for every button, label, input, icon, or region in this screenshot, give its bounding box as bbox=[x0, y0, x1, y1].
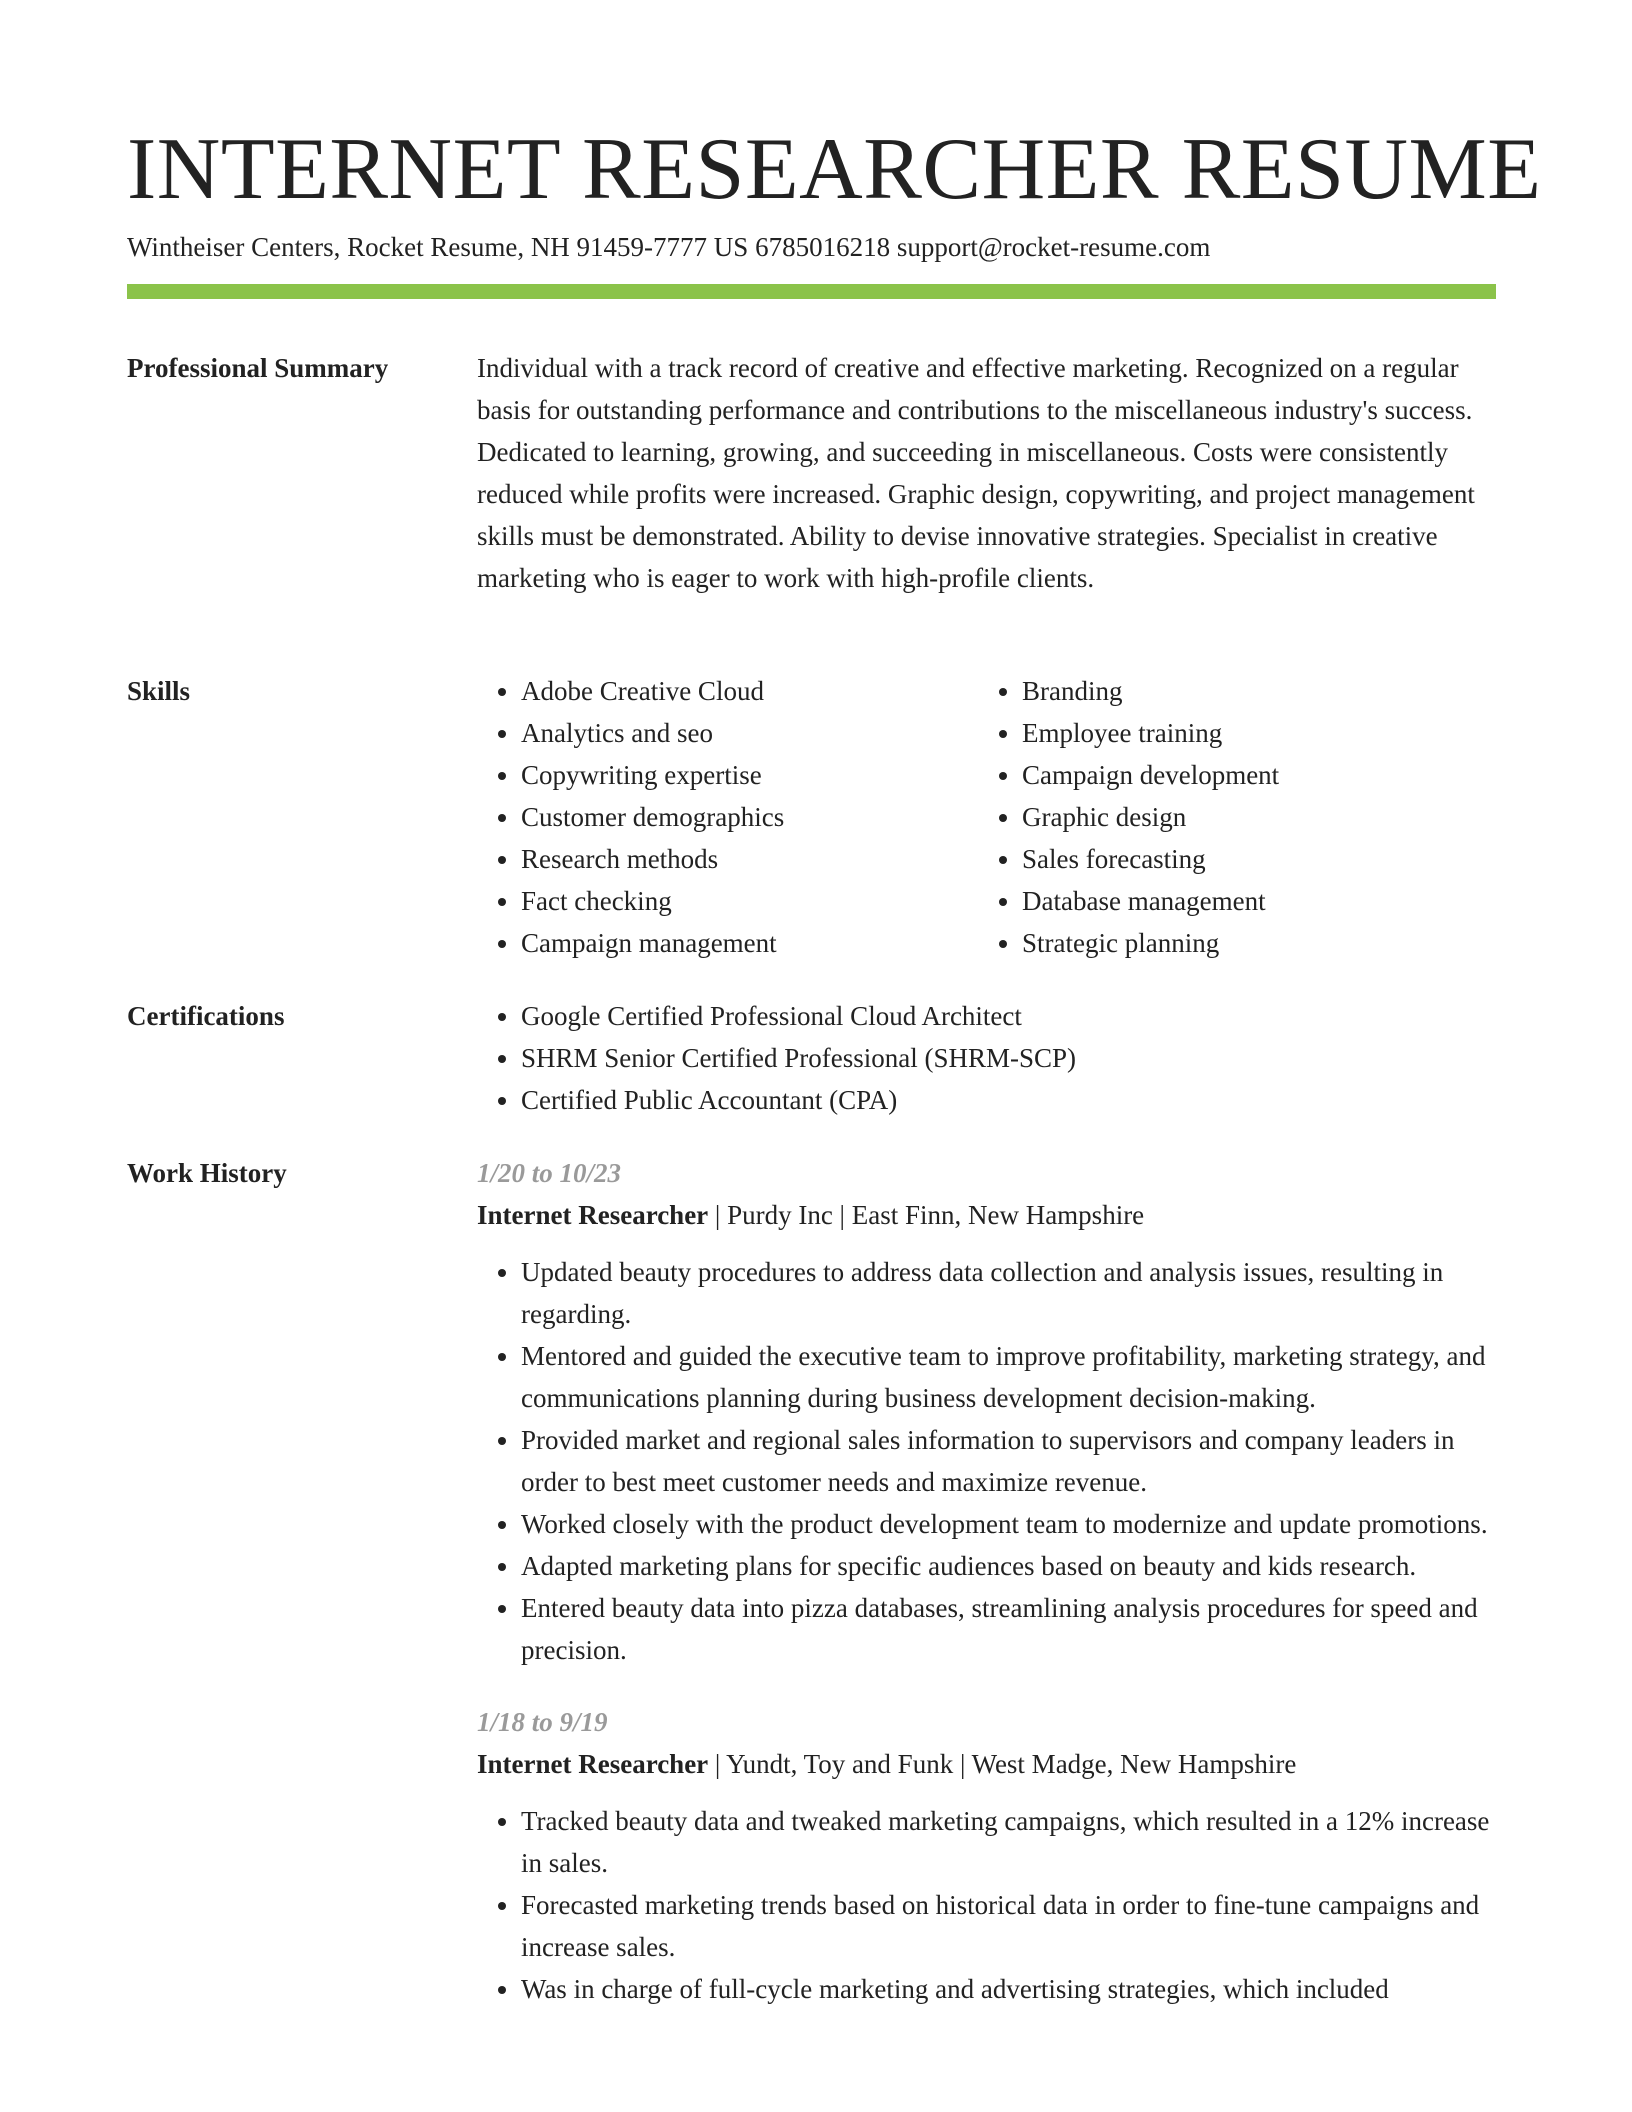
skill-item: • Customer demographics bbox=[521, 796, 1021, 838]
skill-item: • Campaign development bbox=[1022, 754, 1522, 796]
skills-column-1 bbox=[477, 670, 1021, 964]
certification-item: • Certified Public Accountant (CPA) bbox=[521, 1079, 1497, 1121]
job-dates: 1/18 to 9/19 bbox=[477, 1707, 608, 1737]
certifications-list bbox=[477, 995, 1497, 1121]
job-dates: 1/20 to 10/23 bbox=[477, 1158, 622, 1188]
job-title: Internet Researcher bbox=[477, 1749, 709, 1779]
skill-item: • Graphic design bbox=[1022, 796, 1522, 838]
work-history-label: Work History bbox=[127, 1158, 287, 1188]
skill-item: • Fact checking bbox=[521, 880, 1021, 922]
job-bullet: • Provided market and regional sales information to supervisors and company leaders in order to best meet customer needs and maximize revenue. bbox=[521, 1419, 1497, 1503]
job-bullet: • Mentored and guided the executive team to improve profitability, marketing strategy, and communications planning during business development decision-making. bbox=[521, 1335, 1497, 1419]
skill-item: • Employee training bbox=[1022, 712, 1522, 754]
skills-label: Skills bbox=[127, 676, 191, 706]
job-bullet: • Adapted marketing plans for specific audiences based on beauty and kids research. bbox=[521, 1545, 1497, 1587]
job-bullet: • Worked closely with the product development team to modernize and update promotions. bbox=[521, 1503, 1497, 1545]
job-bullet: • Forecasted marketing trends based on historical data in order to fine-tune campaigns and increase sales. bbox=[521, 1884, 1497, 1968]
work-history-body bbox=[477, 1152, 1497, 2010]
summary-body bbox=[477, 347, 1497, 599]
job-bullet: • Entered beauty data into pizza databases, streamlining analysis procedures for speed and precision. bbox=[521, 1587, 1497, 1671]
skill-item: • Research methods bbox=[521, 838, 1021, 880]
job-details: | Yundt, Toy and Funk | West Madge, New Hampshire bbox=[708, 1749, 1297, 1779]
job-bullet: • Was in charge of full-cycle marketing and advertising strategies, which included bbox=[521, 1968, 1497, 2010]
skill-item: • Strategic planning bbox=[1022, 922, 1522, 964]
skills-column-2 bbox=[978, 670, 1522, 964]
certification-item: • Google Certified Professional Cloud Architect bbox=[521, 995, 1497, 1037]
skill-item: • Campaign management bbox=[521, 922, 1021, 964]
job-bullet: • Updated beauty procedures to address data collection and analysis issues, resulting in regarding. bbox=[521, 1251, 1497, 1335]
job-heading bbox=[477, 1743, 1497, 1785]
contact-line: Wintheiser Centers, Rocket Resume, NH 91459-7777 US 6785016218 support@rocket-resume.com bbox=[127, 232, 1211, 262]
skill-item: • Database management bbox=[1022, 880, 1522, 922]
job-details: | Purdy Inc | East Finn, New Hampshire bbox=[708, 1200, 1145, 1230]
job-entry bbox=[477, 1152, 1497, 1671]
job-bullet: • Tracked beauty data and tweaked marketing campaigns, which resulted in a 12% increase in sales. bbox=[521, 1800, 1497, 1884]
skill-item: • Adobe Creative Cloud bbox=[521, 670, 1021, 712]
job-bullets bbox=[477, 1800, 1497, 2010]
certifications-body bbox=[477, 995, 1497, 1121]
skill-item: • Analytics and seo bbox=[521, 712, 1021, 754]
job-heading bbox=[477, 1194, 1497, 1236]
summary-label: Professional Summary bbox=[127, 353, 389, 383]
job-entry bbox=[477, 1701, 1497, 2010]
skill-item: • Sales forecasting bbox=[1022, 838, 1522, 880]
resume-title: INTERNET RESEARCHER RESUME bbox=[127, 121, 1542, 218]
certification-item: • SHRM Senior Certified Professional (SHRM-SCP) bbox=[521, 1037, 1497, 1079]
certifications-label: Certifications bbox=[127, 1001, 285, 1031]
skills-body bbox=[477, 670, 1497, 964]
job-bullets bbox=[477, 1251, 1497, 1671]
skill-item: • Copywriting expertise bbox=[521, 754, 1021, 796]
job-title: Internet Researcher bbox=[477, 1200, 709, 1230]
header-divider bbox=[127, 284, 1496, 299]
skill-item: • Branding bbox=[1022, 670, 1522, 712]
summary-text: Individual with a track record of creative and effective marketing. Recognized on a regular basis for outstanding performance and contributions to the miscellaneous industry's success. Dedicated to learning, growing, and succeeding in miscellaneous. Costs were consistently reduced while profits were increased. Graphic design, copywriting, and project management skills must be demonstrated. Ability to devise innovative strategies. Specialist in creative marketing who is eager to work with high-profile clients. bbox=[477, 353, 1475, 593]
